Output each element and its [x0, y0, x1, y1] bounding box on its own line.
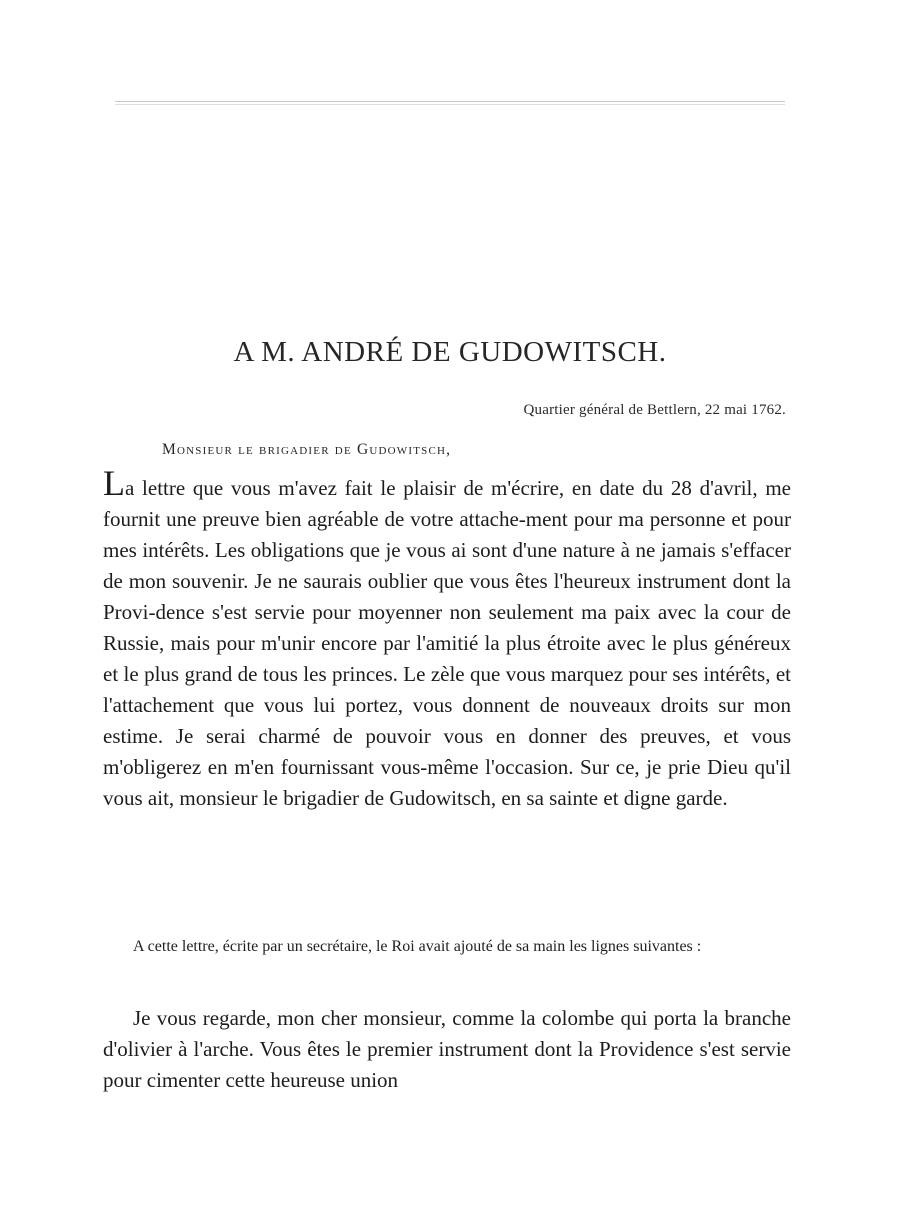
drop-cap: L — [103, 463, 125, 503]
dateline: Quartier général de Bettlern, 22 mai 1762. — [523, 402, 786, 418]
letter-body-text: a lettre que vous m'avez fait le plaisir de m'écrire, en date du 28 d'avril, me fournit une preuve bien agréable de votre attache-ment pour ma personne et pour mes intérêts. Les obligations que je vous ai sont d'une nature à ne jamais s'effacer de mon souvenir. Je ne saurais oublier que vous êtes l'heureux instrument dont la Provi-dence s'est servie pour moyenner non seulement ma paix avec la cour de Russie, mais pour m'unir encore par l'amitié la plus étroite avec le plus généreux et le plus grand de tous les princes. Le zèle que vous marquez pour ses intérêts, et l'attachement que vous lui portez, vous donnent de nouveaux droits sur mon estime. Je serai charmé de pouvoir vous en donner des preuves, et vous m'obligerez en m'en fournissant vous-même l'occasion. Sur ce, je prie Dieu qu'il vous ait, monsieur le brigadier de Gudowitsch, en sa sainte et digne garde. — [103, 476, 791, 810]
editorial-note: A cette lettre, écrite par un secrétaire, le Roi avait ajouté de sa main les lignes suivantes : — [133, 938, 702, 955]
salutation: Monsieur le brigadier de Gudowitsch, — [162, 441, 452, 458]
handwritten-addendum: Je vous regarde, mon cher monsieur, comme la colombe qui porta la branche d'olivier à l'arche. Vous êtes le premier instrument dont la Providence s'est servie pour cimenter cette heureuse union — [103, 1006, 791, 1092]
letter-title: A M. ANDRÉ DE GUDOWITSCH. — [233, 336, 667, 368]
header-rule — [115, 101, 785, 102]
letter-body — [103, 463, 791, 814]
header-rule-secondary — [115, 104, 785, 105]
